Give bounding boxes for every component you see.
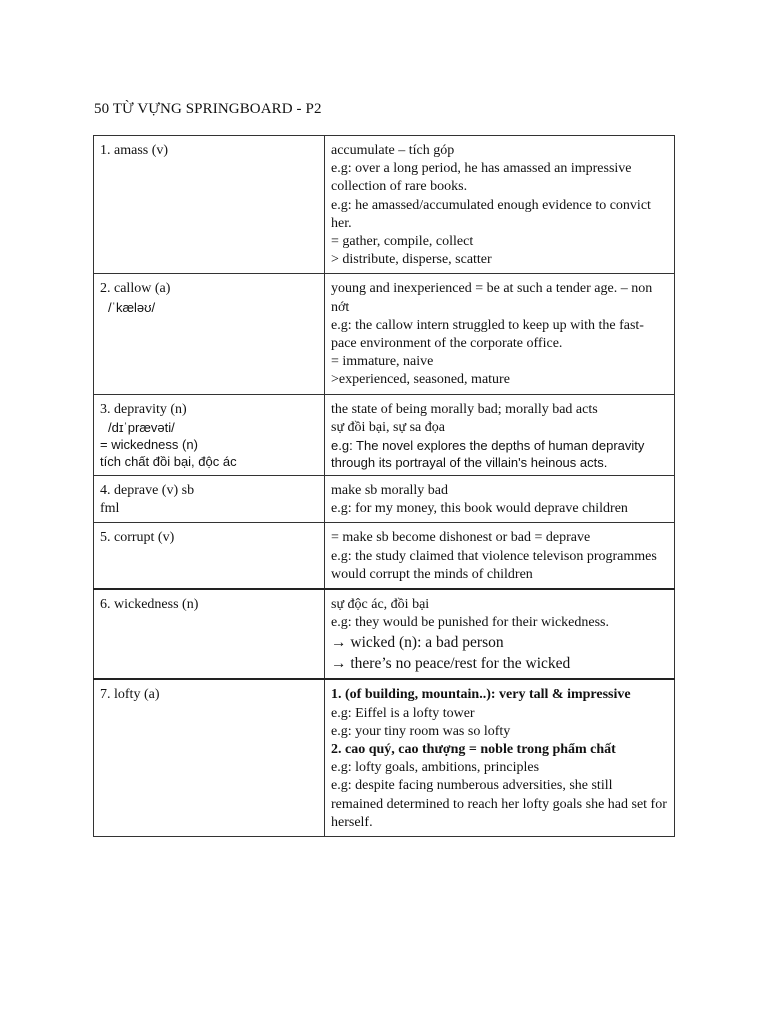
table-row xyxy=(94,476,675,523)
example-line: e.g: over a long period, he has amassed an impressive collection of rare books. xyxy=(331,161,632,195)
vocab-word: 6. wickedness (n) xyxy=(100,597,199,613)
word-cell xyxy=(94,394,325,475)
word-cell xyxy=(94,523,325,589)
ipa-transcription: /dɪˈprævəti/ xyxy=(108,419,175,435)
table-row xyxy=(94,679,675,836)
vocab-word: 3. depravity (n) xyxy=(100,401,187,417)
page-title: 50 TỪ VỰNG SPRINGBOARD - P2 xyxy=(94,101,322,117)
definition-line: = make sb become dishonest or bad = deprave xyxy=(331,530,591,546)
synonym-line: = immature, naive xyxy=(331,354,434,370)
synonym-line: = wickedness (n) xyxy=(100,436,198,452)
antonym-line: > distribute, disperse, scatter xyxy=(331,252,492,268)
definition-line: the state of being morally bad; morally bad acts xyxy=(331,401,598,417)
definition-cell xyxy=(325,476,675,523)
vocab-word: 5. corrupt (v) xyxy=(100,530,175,546)
example-line: e.g: the study claimed that violence televison programmes would corrupt the minds of children xyxy=(331,548,657,582)
word-cell xyxy=(94,136,325,274)
definition-cell xyxy=(325,136,675,274)
word-cell xyxy=(94,679,325,836)
example-line: e.g: they would be punished for their wickedness. xyxy=(331,615,609,631)
vietnamese-meaning: sự đồi bại, sự sa đọa xyxy=(331,419,445,435)
vocabulary-table xyxy=(93,135,675,837)
definition-cell xyxy=(325,394,675,475)
table-row xyxy=(94,394,675,475)
definition-cell xyxy=(325,679,675,836)
synonym-line: = gather, compile, collect xyxy=(331,234,474,250)
table-row xyxy=(94,589,675,679)
table-row xyxy=(94,136,675,274)
word-cell xyxy=(94,274,325,394)
example-line: e.g: lofty goals, ambitions, principles xyxy=(331,760,540,776)
example-line: e.g: he amassed/accumulated enough evidence to convict her. xyxy=(331,197,651,231)
vietnamese-meaning: tích chất đồi bại, độc ác xyxy=(100,453,237,469)
idiom-line: → there’s no peace/rest for the wicked xyxy=(331,655,571,673)
antonym-line: >experienced, seasoned, mature xyxy=(331,372,510,388)
table-row xyxy=(94,523,675,589)
example-line: e.g: despite facing numberous adversities, she still remained determined to reach her lofty goals she had set for herself. xyxy=(331,778,667,830)
derived-form-line: → wicked (n): a bad person xyxy=(331,634,504,652)
example-line: e.g: The novel explores the depths of human depravity through its portrayal of the villain's heinous acts. xyxy=(331,438,645,471)
word-cell xyxy=(94,589,325,679)
definition-line: accumulate – tích góp xyxy=(331,143,455,158)
table-row xyxy=(94,274,675,394)
vietnamese-meaning: sự độc ác, đồi bại xyxy=(331,597,430,613)
example-line: e.g: the callow intern struggled to keep up with the fast-pace environment of the corporate office. xyxy=(331,317,644,352)
ipa-transcription: /ˈkæləʊ/ xyxy=(108,299,156,315)
example-line: e.g: Eiffel is a lofty tower xyxy=(331,705,475,721)
example-line: e.g: for my money, this book would deprave children xyxy=(331,501,628,517)
definition-line: young and inexperienced = be at such a tender age. – non nớt xyxy=(331,281,653,315)
sense-heading: 1. (of building, mountain..): very tall & impressive xyxy=(331,687,631,703)
vocab-word: 1. amass (v) xyxy=(100,143,169,158)
vocab-word: 2. callow (a) xyxy=(100,281,171,297)
usage-note: fml xyxy=(100,501,120,517)
definition-cell xyxy=(325,523,675,589)
sense-heading: 2. cao quý, cao thượng = noble trong phẩm chất xyxy=(331,742,616,758)
vocab-word: 4. deprave (v) sb xyxy=(100,483,195,499)
example-line: e.g: your tiny room was so lofty xyxy=(331,723,511,739)
vocab-word: 7. lofty (a) xyxy=(100,687,160,703)
definition-cell xyxy=(325,274,675,394)
word-cell xyxy=(94,476,325,523)
definition-line: make sb morally bad xyxy=(331,483,449,499)
definition-cell xyxy=(325,589,675,679)
